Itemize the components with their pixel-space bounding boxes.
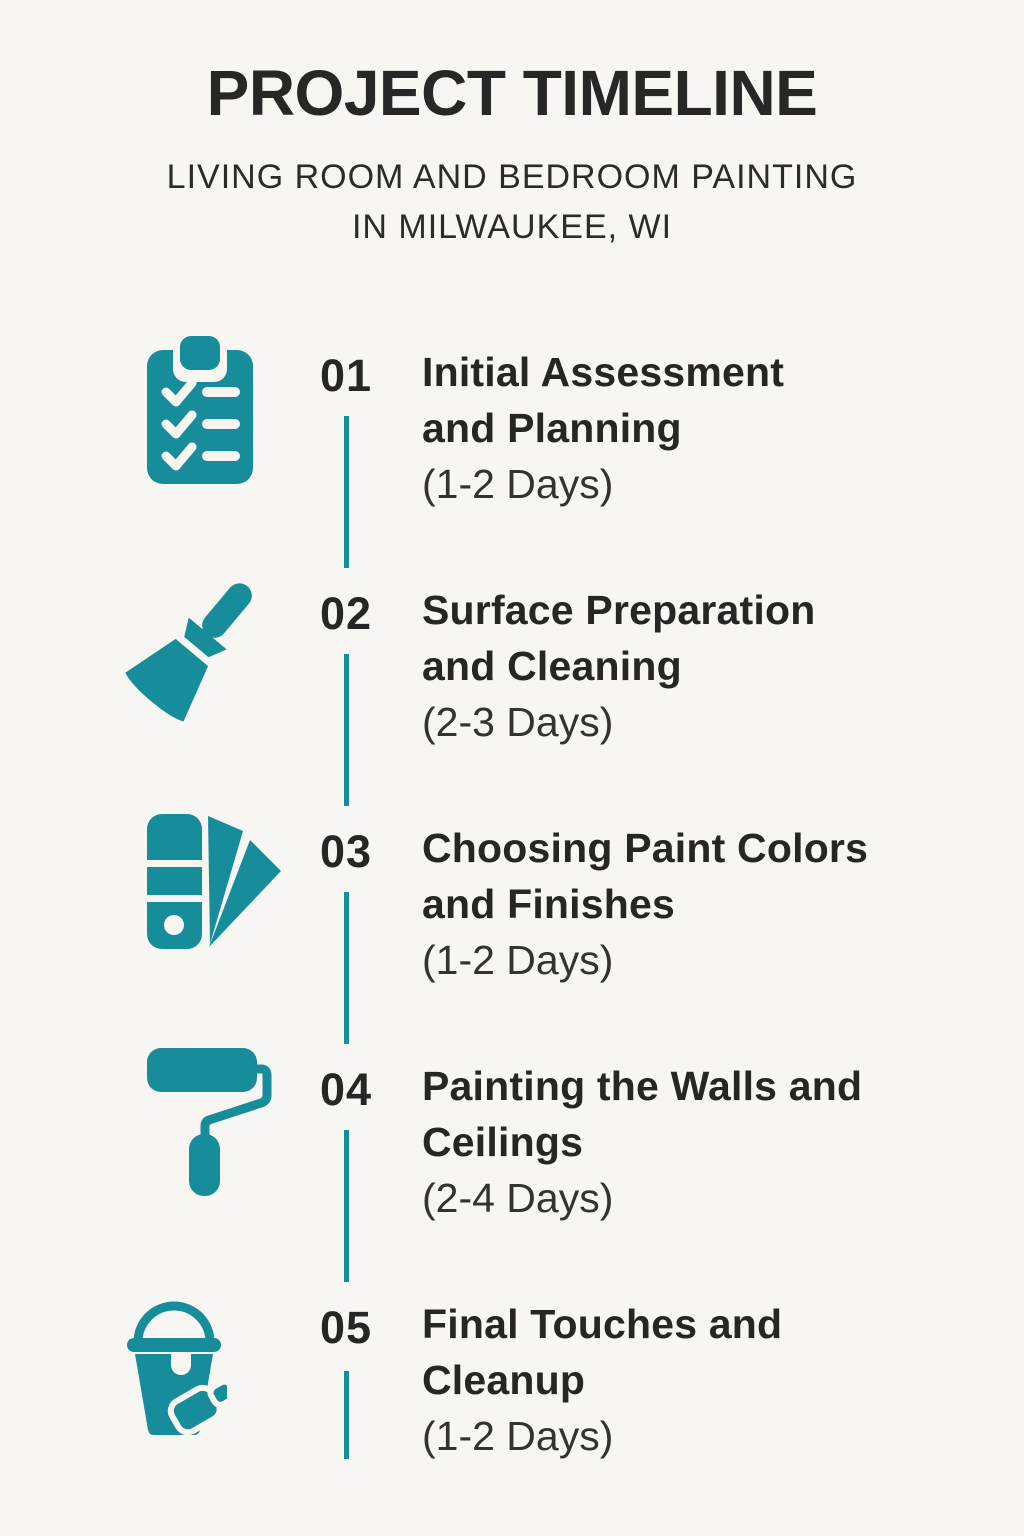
timeline-step xyxy=(0,338,1024,576)
step-duration: (2-3 Days) xyxy=(422,699,614,745)
step-title-line-2: and Planning xyxy=(422,405,682,451)
timeline-step xyxy=(0,576,1024,814)
step-title-line-1: Choosing Paint Colors xyxy=(422,825,869,871)
step-title-line-2: and Cleaning xyxy=(422,643,682,689)
step-title xyxy=(422,820,942,932)
step-title xyxy=(422,582,942,694)
step-title-line-2: and Finishes xyxy=(422,881,676,927)
step-number: 01 xyxy=(319,350,373,401)
step-title xyxy=(422,1058,942,1170)
step-number-cell xyxy=(296,1064,396,1116)
step-title-line-2: Ceilings xyxy=(422,1119,584,1165)
step-number-cell xyxy=(296,826,396,878)
infographic-header xyxy=(0,58,1024,252)
step-number: 04 xyxy=(319,1064,373,1115)
timeline-step xyxy=(0,1290,1024,1528)
step-text xyxy=(422,344,942,512)
paint-roller-icon xyxy=(100,1048,300,1224)
step-title-line-1: Surface Preparation xyxy=(422,587,816,633)
color-swatches-icon xyxy=(100,810,300,986)
step-text xyxy=(422,582,942,750)
step-title xyxy=(422,344,942,456)
page-subtitle xyxy=(0,152,1024,252)
step-text xyxy=(422,820,942,988)
step-number-cell xyxy=(296,1302,396,1354)
step-duration: (1-2 Days) xyxy=(422,461,614,507)
timeline-steps xyxy=(0,338,1024,1528)
step-number: 03 xyxy=(319,826,373,877)
step-title-line-1: Initial Assessment xyxy=(422,349,785,395)
step-duration: (1-2 Days) xyxy=(422,1413,614,1459)
timeline-connector-line xyxy=(344,416,349,568)
step-number: 02 xyxy=(319,588,373,639)
timeline-connector-line xyxy=(344,892,349,1044)
timeline-step xyxy=(0,814,1024,1052)
step-duration: (2-4 Days) xyxy=(422,1175,614,1221)
step-title xyxy=(422,1296,942,1408)
clipboard-checklist-icon xyxy=(100,334,300,510)
page-title: PROJECT TIMELINE xyxy=(206,57,818,129)
step-title-line-1: Painting the Walls and xyxy=(422,1063,863,1109)
step-number: 05 xyxy=(319,1302,373,1353)
step-text xyxy=(422,1296,942,1464)
paint-bucket-icon xyxy=(100,1286,300,1462)
paint-scraper-icon xyxy=(100,572,300,748)
subtitle-line-2: IN MILWAUKEE, WI xyxy=(351,208,673,246)
step-text xyxy=(422,1058,942,1226)
subtitle-line-1: LIVING ROOM AND BEDROOM PAINTING xyxy=(166,158,858,196)
step-number-cell xyxy=(296,350,396,402)
timeline-connector-line xyxy=(344,1371,349,1459)
step-title-line-1: Final Touches and xyxy=(422,1301,783,1347)
timeline-step xyxy=(0,1052,1024,1290)
step-duration: (1-2 Days) xyxy=(422,937,614,983)
timeline-connector-line xyxy=(344,1130,349,1282)
step-title-line-2: Cleanup xyxy=(422,1357,586,1403)
timeline-connector-line xyxy=(344,654,349,806)
step-number-cell xyxy=(296,588,396,640)
